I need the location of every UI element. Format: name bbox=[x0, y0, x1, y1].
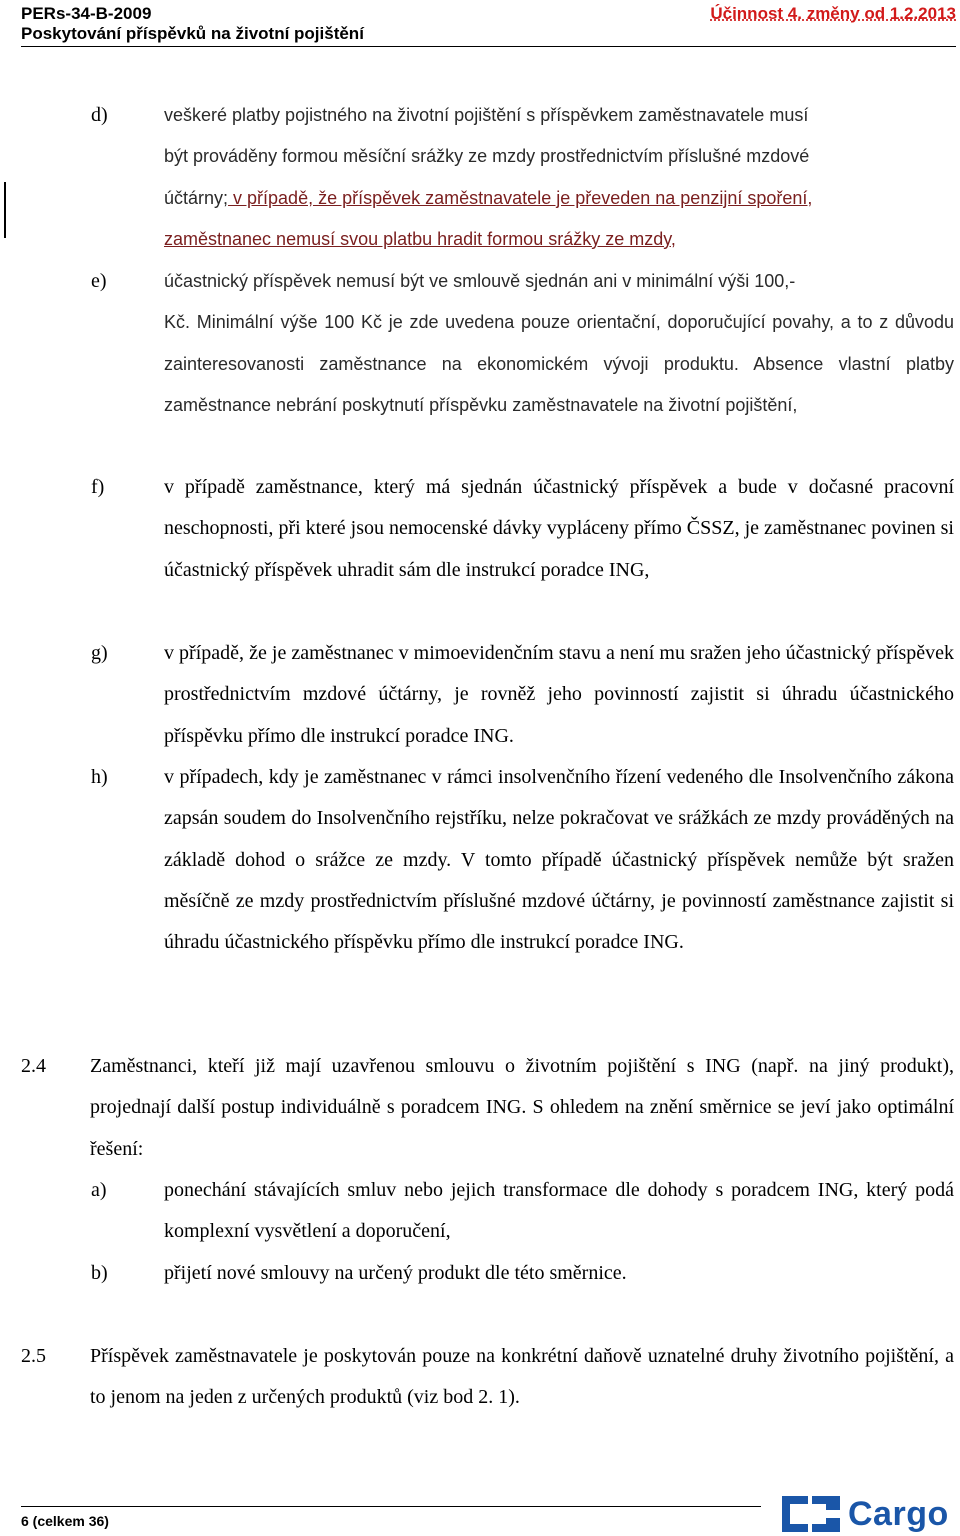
item-d-line-3 bbox=[164, 178, 954, 219]
item-g-letter: g) bbox=[91, 642, 108, 664]
page-number: 6 (celkem 36) bbox=[21, 1513, 109, 1529]
item-d-line-3-pre: účtárny; bbox=[164, 187, 229, 208]
item-h-letter: h) bbox=[91, 766, 108, 788]
section-2-4-text: Zaměstnanci, kteří již mají uzavřenou smlouvu o životním pojištění s ING (např. na jiný produkt), projednají další postup individuálně s poradcem ING. S ohledem na znění směrnice se jeví jako optimální řešení: bbox=[90, 1055, 954, 1160]
company-logo bbox=[782, 1494, 949, 1534]
item-e-letter: e) bbox=[91, 270, 107, 292]
item-d-line-1: veškeré platby pojistného na životní pojištění s příspěvkem zaměstnavatele musí bbox=[164, 105, 809, 125]
item-e-line-1: účastnický příspěvek nemusí být ve smlouvě sjednán ani v minimální výši 100,- bbox=[164, 271, 796, 291]
section-2-4-item-a-text: ponechání stávajících smluv nebo jejich transformace dle dohody s poradcem ING, který podá komplexní vysvětlení a doporučení, bbox=[164, 1179, 954, 1243]
section-2-5-text: Příspěvek zaměstnavatele je poskytován pouze na konkrétní daňově uznatelné druhy životního pojištění, a to jenom na jeden z určených produktů (viz bod 2. 1). bbox=[90, 1345, 954, 1409]
section-2-4-number: 2.4 bbox=[21, 1055, 46, 1077]
footer-divider bbox=[21, 1506, 761, 1507]
section-2-4-item-a-letter: a) bbox=[91, 1179, 107, 1201]
item-f-letter: f) bbox=[91, 476, 105, 498]
item-h-text: v případech, kdy je zaměstnanec v rámci insolvenčního řízení vedeného dle Insolvenčního zákona zapsán soudem do Insolvenčního rejstříku, nelze pokračovat ve srážkách ze mzdy prováděných na základě dohod o srážce ze mzdy. V tomto případě účastnický příspěvek nemůže být sražen měsíčně ze mzdy prostřednictvím příslušné mzdové účtárny, je povinností zaměstnance zajistit si úhradu účastnického příspěvku přímo dle instrukcí poradce ING. bbox=[164, 766, 954, 954]
cargo-logo-icon bbox=[782, 1494, 842, 1534]
item-e-text bbox=[164, 261, 954, 426]
section-2-4-item-b-letter: b) bbox=[91, 1262, 108, 1284]
item-d-revised-text: v případě, že příspěvek zaměstnavatele je převeden na penzijní spoření, bbox=[228, 187, 813, 208]
item-f-text: v případě zaměstnance, který má sjednán účastnický příspěvek a bude v dočasné pracovní neschopnosti, při které jsou nemocenské dávky vypláceny přímo ČSSZ, je zaměstnanec povinen si účastnický příspěvek uhradit sám dle instrukcí poradce ING, bbox=[164, 476, 954, 581]
item-d-letter: d) bbox=[91, 104, 108, 126]
section-2-4-item-b-text: přijetí nové smlouvy na určený produkt dle této směrnice. bbox=[164, 1262, 627, 1284]
document-title: Poskytování příspěvků na životní pojištění bbox=[21, 24, 364, 43]
item-d-line-2: být prováděny formou měsíční srážky ze mzdy prostřednictvím příslušné mzdové bbox=[164, 146, 810, 167]
item-e-rest: Kč. Minimální výše 100 Kč je zde uvedena pouze orientační, doporučující povahy, a to z důvodu zainteresovanosti zaměstnance na ekonomickém vývoji produktu. Absence vlastní platby zaměstnance nebrání poskytnutí příspěvku zaměstnavatele na životní pojištění, bbox=[164, 312, 954, 415]
item-d-line-4 bbox=[164, 219, 954, 260]
logo-text: Cargo bbox=[848, 1494, 949, 1533]
header-divider bbox=[21, 46, 956, 47]
revision-change-bar bbox=[4, 182, 6, 238]
document-id: PERs-34-B-2009 bbox=[21, 4, 152, 23]
validity-date: Účinnost 4. změny od 1.2.2013 bbox=[710, 4, 956, 23]
item-d-revised-text-2: zaměstnanec nemusí svou platbu hradit formou srážky ze mzdy, bbox=[164, 228, 676, 249]
item-d-text bbox=[164, 95, 954, 260]
item-g-text: v případě, že je zaměstnanec v mimoevidenčním stavu a není mu sražen jeho účastnický příspěvek prostřednictvím mzdové účtárny, je rovněž jeho povinností zajistit si úhradu účastnického příspěvku přímo dle instrukcí poradce ING. bbox=[164, 642, 954, 747]
section-2-5-number: 2.5 bbox=[21, 1345, 46, 1367]
page-header bbox=[21, 4, 956, 44]
